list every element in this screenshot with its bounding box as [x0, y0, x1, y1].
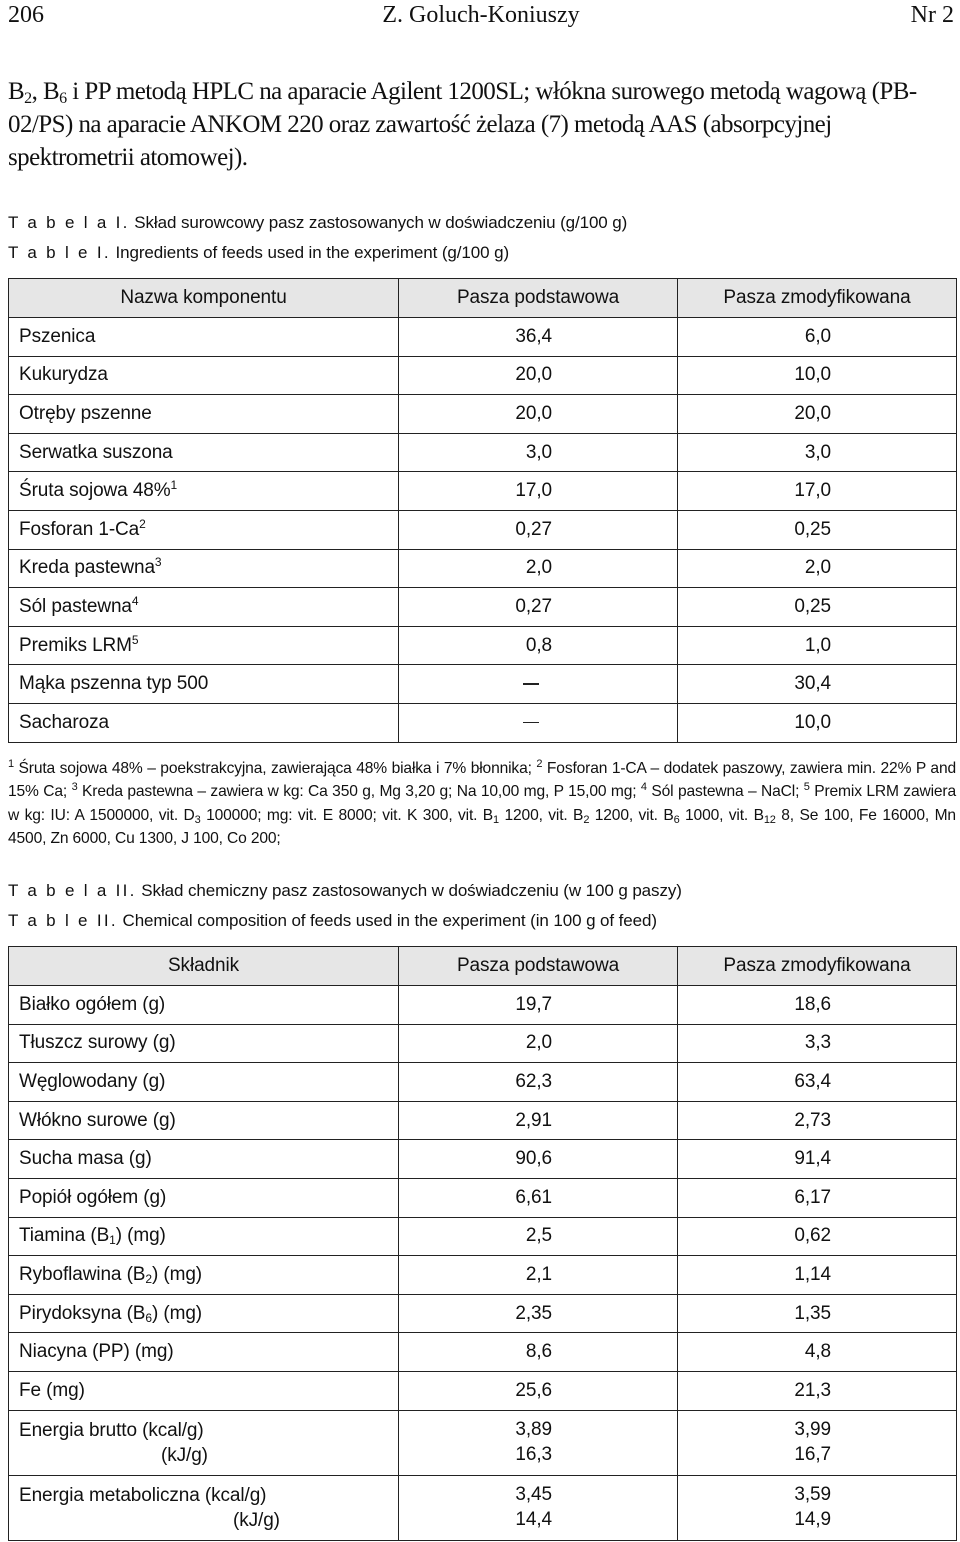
- modified-value-cell: [678, 395, 957, 434]
- fn-text: 1000, vit. B: [679, 806, 764, 824]
- footnote-marker: 2: [139, 516, 146, 531]
- basic-value: 2,0: [525, 557, 552, 579]
- basic-value: 2,1: [525, 1263, 552, 1285]
- modified-value-cell: [678, 1217, 957, 1256]
- component-name: Pszenica: [19, 325, 96, 347]
- footnote-marker: 3: [154, 555, 162, 570]
- table2-caption-en-text: Chemical composition of feeds used in the experiment (in 100 g of feed): [117, 911, 657, 930]
- component-name-cell: [9, 318, 399, 357]
- dash-marker: [523, 673, 539, 695]
- modified-value-cell: [678, 433, 957, 472]
- table-header-row: [9, 279, 957, 318]
- table-row: [9, 1475, 957, 1540]
- column-header: Składnik: [9, 947, 399, 986]
- basic-value: 2,91: [515, 1109, 552, 1131]
- basic-value-cell: [399, 626, 678, 665]
- component-name-cell: [9, 1063, 399, 1102]
- component-name: Premiks LRM: [19, 634, 132, 656]
- table-row: [9, 1101, 957, 1140]
- fn-sub: 1: [493, 813, 500, 826]
- intro-paragraph: [8, 75, 954, 174]
- chemical-composition-table: [8, 946, 957, 1541]
- intro-b6: B: [42, 78, 60, 105]
- component-name-cell: [9, 1371, 399, 1410]
- component-name-cell: [9, 1294, 399, 1333]
- intro-sep: ,: [31, 78, 43, 105]
- modified-value: 91,4: [794, 1148, 831, 1170]
- fn-text: 8, Se 100, Fe 16000, Mn 4500, Zn 6000, Cu 1300, J 100, Co 200;: [8, 806, 956, 848]
- component-subscript: 1: [109, 1233, 116, 1248]
- modified-value-cell: [678, 318, 957, 357]
- modified-value: 10,0: [794, 711, 831, 733]
- basic-value: 62,3: [515, 1070, 552, 1092]
- modified-value: 3,0: [804, 441, 831, 463]
- component-name: Ryboflawina (B: [19, 1263, 146, 1285]
- basic-value: 6,61: [515, 1186, 552, 1208]
- basic-value: 36,4: [515, 325, 552, 347]
- component-name-cell: [9, 356, 399, 395]
- basic-value-cell: [399, 665, 678, 704]
- component-name: Tiamina (B: [19, 1225, 110, 1247]
- basic-value-cell: [399, 1063, 678, 1102]
- component-name-cell: [9, 1217, 399, 1256]
- component-name-cell: [9, 588, 399, 627]
- basic-value-cell: [399, 1371, 678, 1410]
- basic-value: 20,0: [515, 364, 552, 386]
- modified-value-cell: [678, 510, 957, 549]
- basic-value-cell: [399, 472, 678, 511]
- table2-caption-en: [8, 910, 657, 932]
- modified-value-line2: 14,9: [794, 1508, 831, 1530]
- modified-value: 0,25: [794, 595, 831, 617]
- table2-caption-pl: [8, 880, 682, 902]
- modified-value: 4,8: [804, 1341, 831, 1363]
- component-name-cell: [9, 1178, 399, 1217]
- issue-number: Nr 2: [910, 2, 954, 28]
- table-row: [9, 1294, 957, 1333]
- basic-value: 20,0: [515, 402, 552, 424]
- intro-b2: B: [8, 78, 25, 105]
- component-name-cell: [9, 510, 399, 549]
- fn-text: 100000; mg: vit. E 8000; vit. K 300, vit. B: [200, 806, 494, 824]
- component-unit: ) (mg): [151, 1263, 203, 1285]
- dash-icon: [523, 722, 539, 724]
- table2-caption-pl-text: Skład chemiczny pasz zastosowanych w doświadczeniu (w 100 g paszy): [136, 881, 682, 900]
- component-unit: ) (mg): [151, 1302, 203, 1324]
- component-name-line2: (kJ/g): [161, 1444, 208, 1466]
- footnote-marker: 1: [170, 478, 178, 493]
- table-row: [9, 1140, 957, 1179]
- component-name: Śruta sojowa 48%: [19, 480, 171, 502]
- table1-caption-pl: [8, 212, 627, 234]
- component-name: Fe (mg): [19, 1379, 85, 1401]
- component-name-cell: [9, 703, 399, 742]
- basic-value: 0,8: [525, 634, 552, 656]
- table1-caption-en-prefix: T a b l e I.: [8, 243, 111, 262]
- component-name: Sól pastewna: [19, 595, 132, 617]
- modified-value: 6,0: [804, 325, 831, 347]
- modified-value: 1,14: [794, 1263, 831, 1285]
- basic-value: 2,5: [525, 1225, 552, 1247]
- column-header: Pasza zmodyfikowana: [678, 947, 957, 986]
- fn-text: Sól pastewna – NaCl;: [646, 783, 804, 801]
- intro-rest: i PP metodą HPLC na aparacie Agilent 1200SL; włókna surowego metodą wagową (PB-02/PS) na aparacie ANKOM 220 oraz zawartość żelaza (7) metodą AAS (absorpcyjnej spektrometrii atomowej).: [8, 78, 917, 171]
- component-name: Sucha masa (g): [19, 1148, 152, 1170]
- basic-value-line2: 16,3: [515, 1443, 552, 1465]
- basic-value: 2,35: [515, 1302, 552, 1324]
- fn-sub: 2: [583, 813, 590, 826]
- component-name: Włókno surowe (g): [19, 1109, 176, 1131]
- modified-value-cell: [678, 549, 957, 588]
- table-row: [9, 549, 957, 588]
- table1-caption-en-text: Ingredients of feeds used in the experiment (g/100 g): [110, 243, 510, 262]
- dash-icon: [523, 683, 539, 685]
- basic-value-cell: [399, 1475, 678, 1540]
- component-name-cell: [9, 472, 399, 511]
- modified-value: 2,73: [794, 1109, 831, 1131]
- basic-value: 3,0: [525, 441, 552, 463]
- component-name: Popiół ogółem (g): [19, 1186, 167, 1208]
- table-row: [9, 395, 957, 434]
- component-name-cell: [9, 1333, 399, 1372]
- component-name-cell: [9, 1475, 399, 1540]
- modified-value-line1: 3,59: [794, 1483, 831, 1505]
- table-row: [9, 318, 957, 357]
- component-name-line1: Energia metaboliczna (kcal/g): [19, 1484, 267, 1506]
- modified-value-cell: [678, 1371, 957, 1410]
- component-name-cell: [9, 1410, 399, 1475]
- table1-footnote: [8, 757, 956, 851]
- modified-value-cell: [678, 1024, 957, 1063]
- component-name-cell: [9, 1101, 399, 1140]
- component-unit: ) (mg): [115, 1225, 166, 1247]
- table1-caption-pl-prefix: T a b e l a I.: [8, 213, 130, 232]
- table-row: [9, 1063, 957, 1102]
- table-row: [9, 1410, 957, 1475]
- ingredients-table: [8, 278, 957, 743]
- fn-text: 1200, vit. B: [589, 806, 674, 824]
- intro-text: [8, 75, 954, 174]
- modified-value-cell: [678, 1063, 957, 1102]
- component-name: Białko ogółem (g): [19, 993, 166, 1015]
- table-row: [9, 1217, 957, 1256]
- modified-value-line2: 16,7: [794, 1443, 831, 1465]
- table-row: [9, 433, 957, 472]
- fn-text: Śruta sojowa 48% – poekstrakcyjna, zawierająca 48% białka i 7% błonnika;: [13, 760, 537, 777]
- fn-sup: 2: [536, 758, 543, 770]
- component-name: Niacyna (PP) (mg): [19, 1341, 174, 1363]
- modified-value-cell: [678, 1101, 957, 1140]
- modified-value: 17,0: [794, 480, 831, 502]
- table-row: [9, 1333, 957, 1372]
- modified-value-cell: [678, 1475, 957, 1540]
- modified-value-cell: [678, 1178, 957, 1217]
- basic-value-line2: 14,4: [515, 1508, 552, 1530]
- component-name: Serwatka suszona: [19, 441, 173, 463]
- basic-value: 2,0: [525, 1032, 552, 1054]
- footnote-marker: 4: [131, 593, 139, 608]
- basic-value: 0,27: [515, 518, 552, 540]
- modified-value: 0,25: [794, 518, 831, 540]
- modified-value: 18,6: [794, 993, 831, 1015]
- modified-value-cell: [678, 356, 957, 395]
- basic-value-cell: [399, 1140, 678, 1179]
- basic-value-cell: [399, 1410, 678, 1475]
- component-name: Fosforan 1-Ca: [19, 518, 140, 540]
- component-name-line2: (kJ/g): [233, 1509, 280, 1531]
- intro-b2-sub: 2: [24, 90, 32, 107]
- basic-value-line1: 3,89: [515, 1418, 552, 1440]
- dash-marker: [523, 712, 539, 734]
- component-name: Otręby pszenne: [19, 402, 152, 424]
- component-name-cell: [9, 1140, 399, 1179]
- column-header: Pasza zmodyfikowana: [678, 279, 957, 318]
- basic-value: 17,0: [515, 480, 552, 502]
- modified-value-cell: [678, 703, 957, 742]
- component-subscript: 6: [145, 1310, 152, 1325]
- running-author: Z. Goluch-Koniuszy: [382, 2, 580, 28]
- basic-value-cell: [399, 1217, 678, 1256]
- fn-text: Fosforan 1-CA – dodatek paszowy, zawiera min. 22% P and 15% Ca;: [8, 760, 956, 801]
- fn-sup: 1: [8, 758, 14, 770]
- component-name: Pirydoksyna (B: [19, 1302, 146, 1324]
- basic-value-cell: [399, 1333, 678, 1372]
- table2-caption-en-prefix: T a b l e II.: [8, 911, 118, 930]
- modified-value-cell: [678, 588, 957, 627]
- basic-value-line1: 3,45: [515, 1483, 552, 1505]
- basic-value: 90,6: [515, 1148, 552, 1170]
- table-header-row: [9, 947, 957, 986]
- table-row: [9, 588, 957, 627]
- component-name-cell: [9, 626, 399, 665]
- fn-sup: 4: [640, 781, 647, 794]
- table-row: [9, 703, 957, 742]
- modified-value-cell: [678, 665, 957, 704]
- basic-value-cell: [399, 318, 678, 357]
- column-header: Pasza podstawowa: [399, 279, 678, 318]
- table-row: [9, 1178, 957, 1217]
- component-name-cell: [9, 1256, 399, 1295]
- modified-value-cell: [678, 1333, 957, 1372]
- page-number: 206: [8, 2, 44, 28]
- basic-value-cell: [399, 1256, 678, 1295]
- basic-value: 0,27: [515, 595, 552, 617]
- page-header: [8, 0, 954, 32]
- component-name-cell: [9, 986, 399, 1025]
- intro-b6-sub: 6: [59, 90, 67, 107]
- table-row: [9, 986, 957, 1025]
- fn-text: 1200, vit. B: [499, 806, 584, 824]
- column-header: Nazwa komponentu: [9, 279, 399, 318]
- footnote-marker: 5: [131, 632, 139, 647]
- modified-value: 20,0: [794, 402, 831, 424]
- component-name-cell: [9, 433, 399, 472]
- table-row: [9, 626, 957, 665]
- modified-value: 21,3: [794, 1379, 831, 1401]
- table2-caption-pl-prefix: T a b e l a II.: [8, 881, 137, 900]
- basic-value-cell: [399, 395, 678, 434]
- table1-caption-en: [8, 242, 509, 264]
- component-name: Mąka pszenna typ 500: [19, 673, 209, 695]
- modified-value: 6,17: [794, 1186, 831, 1208]
- table-row: [9, 510, 957, 549]
- table-row: [9, 1256, 957, 1295]
- table1-caption-pl-text: Skład surowcowy pasz zastosowanych w doświadczeniu (g/100 g): [129, 213, 628, 232]
- component-name-line1: Energia brutto (kcal/g): [19, 1419, 204, 1441]
- basic-value-cell: [399, 703, 678, 742]
- modified-value-cell: [678, 472, 957, 511]
- component-name-cell: [9, 549, 399, 588]
- component-name: Tłuszcz surowy (g): [19, 1032, 176, 1054]
- modified-value: 63,4: [794, 1070, 831, 1092]
- basic-value-cell: [399, 549, 678, 588]
- modified-value-cell: [678, 1140, 957, 1179]
- fn-sup: 5: [803, 781, 810, 794]
- fn-sub: 3: [194, 813, 201, 826]
- modified-value-cell: [678, 1410, 957, 1475]
- modified-value: 1,35: [794, 1302, 831, 1324]
- modified-value: 30,4: [794, 673, 831, 695]
- modified-value: 2,0: [804, 557, 831, 579]
- basic-value-cell: [399, 1294, 678, 1333]
- basic-value-cell: [399, 588, 678, 627]
- component-name: Sacharoza: [19, 711, 109, 733]
- basic-value-cell: [399, 986, 678, 1025]
- table-row: [9, 472, 957, 511]
- fn-text: Kreda pastewna – zawiera w kg: Ca 350 g, Mg 3,20 g; Na 10,00 mg, P 15,00 mg;: [77, 783, 641, 801]
- basic-value-cell: [399, 1101, 678, 1140]
- modified-value: 1,0: [804, 634, 831, 656]
- basic-value-cell: [399, 1178, 678, 1217]
- component-name: Węglowodany (g): [19, 1070, 166, 1092]
- basic-value-cell: [399, 356, 678, 395]
- basic-value: 19,7: [515, 993, 552, 1015]
- component-name: Kukurydza: [19, 364, 108, 386]
- column-header: Pasza podstawowa: [399, 947, 678, 986]
- fn-text: Premix LRM zawiera w kg: IU: A 1500000, vit. D: [8, 783, 956, 824]
- component-name: Kreda pastewna: [19, 557, 155, 579]
- table-row: [9, 1371, 957, 1410]
- basic-value-cell: [399, 1024, 678, 1063]
- modified-value-cell: [678, 986, 957, 1025]
- component-name-cell: [9, 395, 399, 434]
- fn-sup: 3: [71, 781, 78, 794]
- modified-value: 3,3: [804, 1032, 831, 1054]
- basic-value-cell: [399, 510, 678, 549]
- basic-value-cell: [399, 433, 678, 472]
- modified-value-cell: [678, 1256, 957, 1295]
- component-name-cell: [9, 665, 399, 704]
- modified-value-cell: [678, 626, 957, 665]
- modified-value: 10,0: [794, 364, 831, 386]
- table-row: [9, 1024, 957, 1063]
- fn-sub: 12: [763, 813, 776, 826]
- component-subscript: 2: [145, 1271, 152, 1286]
- table-row: [9, 665, 957, 704]
- modified-value-line1: 3,99: [794, 1418, 831, 1440]
- basic-value: 8,6: [525, 1341, 552, 1363]
- modified-value-cell: [678, 1294, 957, 1333]
- basic-value: 25,6: [515, 1379, 552, 1401]
- component-name-cell: [9, 1024, 399, 1063]
- modified-value: 0,62: [794, 1225, 831, 1247]
- fn-sub: 6: [673, 813, 680, 826]
- table-row: [9, 356, 957, 395]
